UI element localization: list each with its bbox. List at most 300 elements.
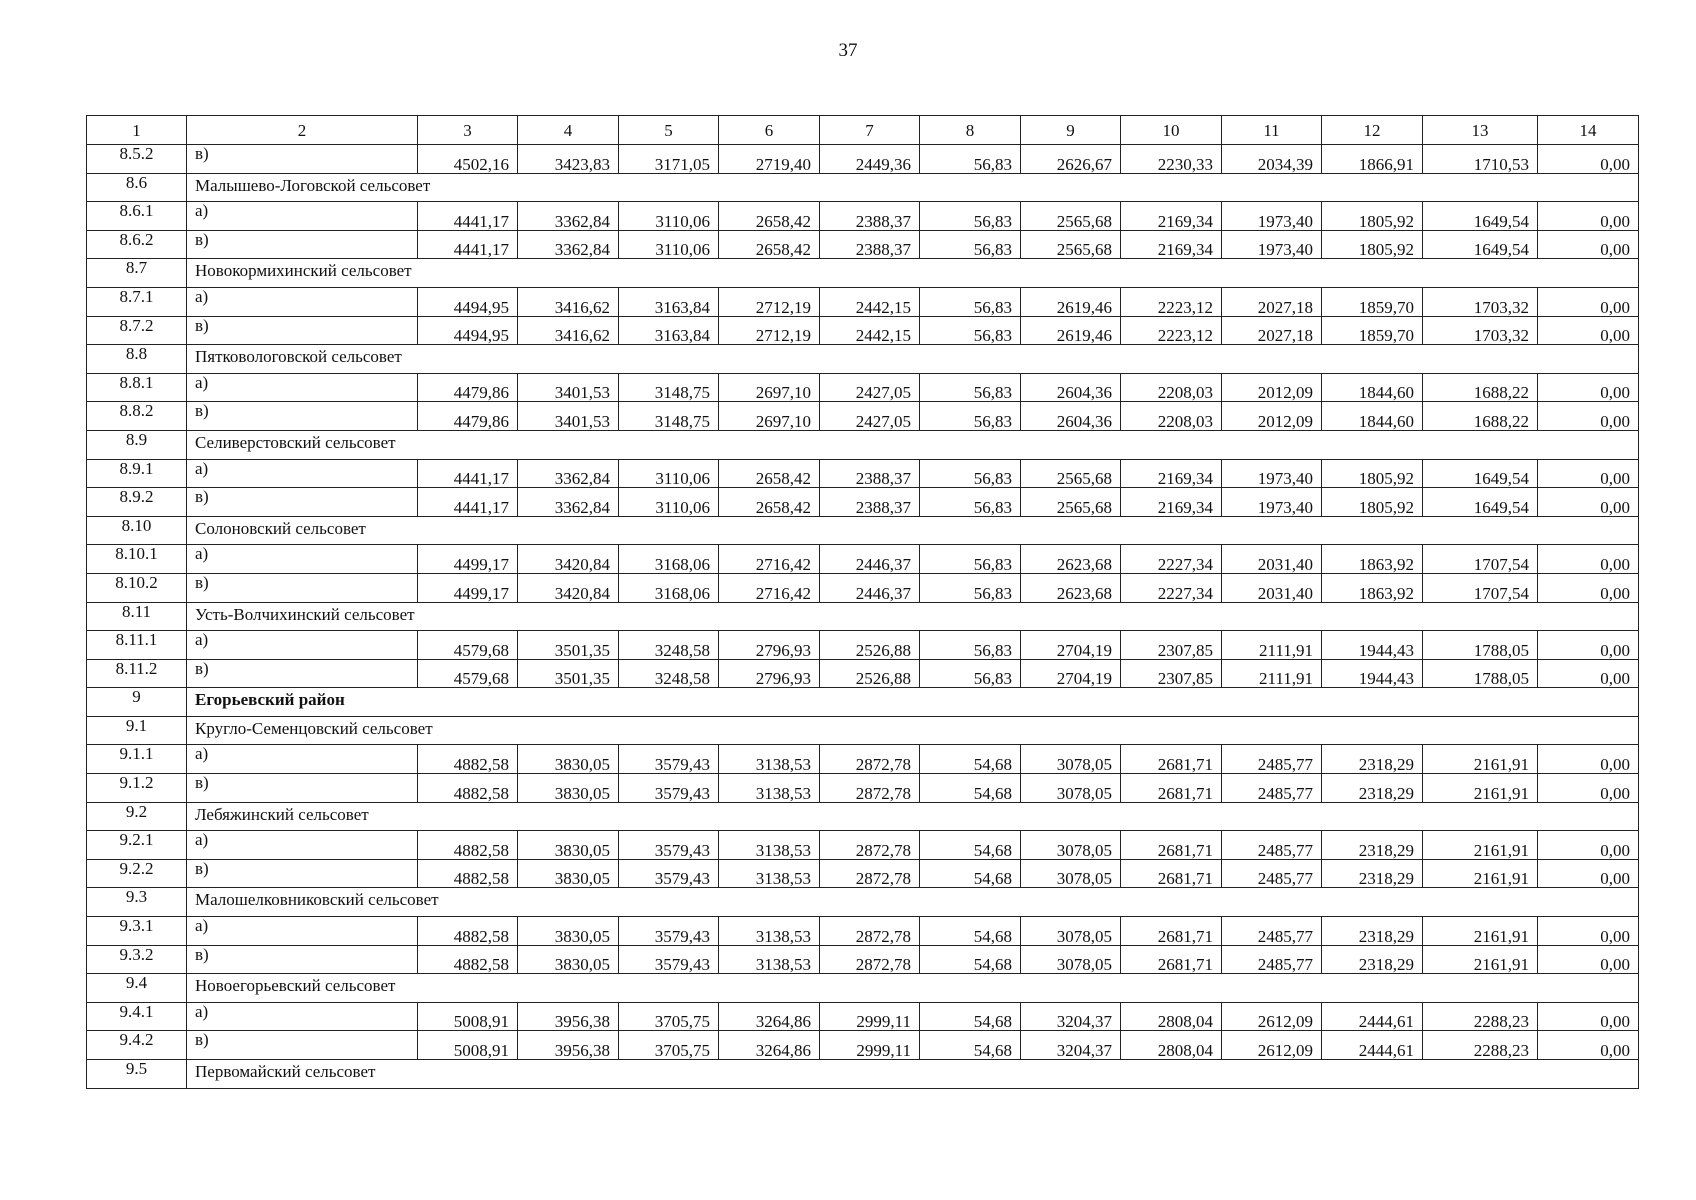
section-name: Кругло-Семенцовский сельсовет	[187, 716, 1639, 745]
value-cell: 2712,19	[719, 316, 820, 345]
value-cell: 3078,05	[1021, 917, 1121, 946]
row-code: 9.2.2	[87, 859, 187, 888]
row-code: 8.9.1	[87, 459, 187, 488]
row-label: в)	[187, 659, 418, 688]
row-code: 9.1	[87, 716, 187, 745]
value-cell: 3362,84	[518, 459, 619, 488]
value-cell: 2444,61	[1322, 1002, 1423, 1031]
value-cell: 2612,09	[1222, 1031, 1322, 1060]
value-cell: 3163,84	[619, 316, 719, 345]
section-row	[87, 716, 1639, 745]
row-code: 8.9	[87, 430, 187, 459]
row-code: 8.6	[87, 173, 187, 202]
value-cell: 56,83	[920, 145, 1021, 174]
value-cell: 54,68	[920, 831, 1021, 860]
value-cell: 1805,92	[1322, 459, 1423, 488]
column-header: 3	[418, 116, 518, 145]
row-code: 9.4.2	[87, 1031, 187, 1060]
section-row	[87, 516, 1639, 545]
value-cell: 2288,23	[1423, 1031, 1538, 1060]
value-cell: 0,00	[1538, 316, 1639, 345]
value-cell: 2658,42	[719, 488, 820, 517]
value-cell: 1805,92	[1322, 230, 1423, 259]
row-code: 8.7	[87, 259, 187, 288]
value-cell: 3248,58	[619, 659, 719, 688]
value-cell: 2658,42	[719, 459, 820, 488]
row-label: в)	[187, 573, 418, 602]
value-cell: 3110,06	[619, 459, 719, 488]
row-code: 9	[87, 688, 187, 717]
value-cell: 2999,11	[820, 1002, 920, 1031]
row-code: 8.6.2	[87, 230, 187, 259]
page-number: 37	[838, 40, 858, 61]
value-cell: 2031,40	[1222, 545, 1322, 574]
value-cell: 3078,05	[1021, 859, 1121, 888]
value-cell: 2485,77	[1222, 774, 1322, 803]
value-cell: 1707,54	[1423, 545, 1538, 574]
row-label: в)	[187, 1031, 418, 1060]
value-cell: 0,00	[1538, 859, 1639, 888]
value-cell: 3110,06	[619, 488, 719, 517]
row-code: 9.3	[87, 888, 187, 917]
value-cell: 1788,05	[1423, 659, 1538, 688]
value-cell: 2318,29	[1322, 945, 1423, 974]
section-row	[87, 602, 1639, 631]
section-name: Первомайский сельсовет	[187, 1060, 1639, 1089]
value-cell: 2318,29	[1322, 745, 1423, 774]
value-cell: 2012,09	[1222, 402, 1322, 431]
value-cell: 2872,78	[820, 859, 920, 888]
value-cell: 2604,36	[1021, 373, 1121, 402]
row-label: а)	[187, 202, 418, 231]
value-cell: 2999,11	[820, 1031, 920, 1060]
value-cell: 2318,29	[1322, 917, 1423, 946]
value-cell: 2565,68	[1021, 488, 1121, 517]
column-header: 6	[719, 116, 820, 145]
value-cell: 2169,34	[1121, 488, 1222, 517]
value-cell: 4494,95	[418, 287, 518, 316]
value-cell: 4441,17	[418, 459, 518, 488]
value-cell: 2442,15	[820, 316, 920, 345]
table-body	[87, 116, 1639, 1089]
section-name: Новокормихинский сельсовет	[187, 259, 1639, 288]
table-row	[87, 287, 1639, 316]
value-cell: 3579,43	[619, 945, 719, 974]
value-cell: 1688,22	[1423, 402, 1538, 431]
value-cell: 3204,37	[1021, 1031, 1121, 1060]
value-cell: 1973,40	[1222, 488, 1322, 517]
table-row	[87, 774, 1639, 803]
column-header: 9	[1021, 116, 1121, 145]
value-cell: 3078,05	[1021, 945, 1121, 974]
value-cell: 2444,61	[1322, 1031, 1423, 1060]
table-row	[87, 573, 1639, 602]
table-row	[87, 373, 1639, 402]
value-cell: 3501,35	[518, 631, 619, 660]
value-cell: 1649,54	[1423, 202, 1538, 231]
table-row	[87, 659, 1639, 688]
table-row	[87, 316, 1639, 345]
value-cell: 3501,35	[518, 659, 619, 688]
value-cell: 0,00	[1538, 202, 1639, 231]
value-cell: 2872,78	[820, 945, 920, 974]
value-cell: 2427,05	[820, 402, 920, 431]
row-code: 9.4	[87, 974, 187, 1003]
row-label: в)	[187, 316, 418, 345]
value-cell: 2796,93	[719, 659, 820, 688]
value-cell: 2485,77	[1222, 859, 1322, 888]
value-cell: 1703,32	[1423, 316, 1538, 345]
tariff-table	[86, 115, 1639, 1089]
value-cell: 4441,17	[418, 488, 518, 517]
value-cell: 1866,91	[1322, 145, 1423, 174]
row-code: 8.10.2	[87, 573, 187, 602]
row-label: в)	[187, 145, 418, 174]
value-cell: 2307,85	[1121, 659, 1222, 688]
value-cell: 1710,53	[1423, 145, 1538, 174]
table-header-row	[87, 116, 1639, 145]
value-cell: 3138,53	[719, 831, 820, 860]
value-cell: 2565,68	[1021, 230, 1121, 259]
value-cell: 5008,91	[418, 1031, 518, 1060]
value-cell: 0,00	[1538, 402, 1639, 431]
section-row	[87, 259, 1639, 288]
value-cell: 4441,17	[418, 202, 518, 231]
value-cell: 56,83	[920, 316, 1021, 345]
value-cell: 2485,77	[1222, 745, 1322, 774]
table-row	[87, 545, 1639, 574]
value-cell: 4441,17	[418, 230, 518, 259]
column-header: 11	[1222, 116, 1322, 145]
row-code: 9.3.2	[87, 945, 187, 974]
column-header: 10	[1121, 116, 1222, 145]
row-code: 8.8.1	[87, 373, 187, 402]
value-cell: 0,00	[1538, 545, 1639, 574]
value-cell: 2681,71	[1121, 859, 1222, 888]
value-cell: 2485,77	[1222, 945, 1322, 974]
value-cell: 1649,54	[1423, 488, 1538, 517]
value-cell: 1973,40	[1222, 230, 1322, 259]
value-cell: 1805,92	[1322, 488, 1423, 517]
value-cell: 4579,68	[418, 631, 518, 660]
value-cell: 4479,86	[418, 402, 518, 431]
value-cell: 0,00	[1538, 488, 1639, 517]
value-cell: 2227,34	[1121, 573, 1222, 602]
value-cell: 0,00	[1538, 145, 1639, 174]
value-cell: 1844,60	[1322, 373, 1423, 402]
value-cell: 1788,05	[1423, 631, 1538, 660]
value-cell: 2565,68	[1021, 202, 1121, 231]
value-cell: 2658,42	[719, 202, 820, 231]
value-cell: 4882,58	[418, 859, 518, 888]
value-cell: 3830,05	[518, 917, 619, 946]
value-cell: 0,00	[1538, 831, 1639, 860]
value-cell: 0,00	[1538, 774, 1639, 803]
value-cell: 2318,29	[1322, 831, 1423, 860]
value-cell: 2449,36	[820, 145, 920, 174]
value-cell: 54,68	[920, 1002, 1021, 1031]
row-label: а)	[187, 631, 418, 660]
value-cell: 2681,71	[1121, 917, 1222, 946]
value-cell: 3138,53	[719, 859, 820, 888]
section-row	[87, 888, 1639, 917]
value-cell: 56,83	[920, 459, 1021, 488]
value-cell: 3362,84	[518, 202, 619, 231]
row-code: 8.11	[87, 602, 187, 631]
value-cell: 2230,33	[1121, 145, 1222, 174]
value-cell: 3830,05	[518, 745, 619, 774]
value-cell: 1707,54	[1423, 573, 1538, 602]
value-cell: 0,00	[1538, 373, 1639, 402]
value-cell: 2388,37	[820, 202, 920, 231]
row-label: а)	[187, 1002, 418, 1031]
value-cell: 2388,37	[820, 488, 920, 517]
value-cell: 4499,17	[418, 545, 518, 574]
value-cell: 56,83	[920, 659, 1021, 688]
value-cell: 2623,68	[1021, 573, 1121, 602]
value-cell: 2565,68	[1021, 459, 1121, 488]
value-cell: 2526,88	[820, 659, 920, 688]
value-cell: 2161,91	[1423, 831, 1538, 860]
value-cell: 2719,40	[719, 145, 820, 174]
value-cell: 1859,70	[1322, 316, 1423, 345]
section-name: Новоегорьевский сельсовет	[187, 974, 1639, 1003]
value-cell: 2619,46	[1021, 316, 1121, 345]
value-cell: 2681,71	[1121, 774, 1222, 803]
value-cell: 3830,05	[518, 945, 619, 974]
table-row	[87, 145, 1639, 174]
section-row	[87, 173, 1639, 202]
row-code: 8.7.2	[87, 316, 187, 345]
column-header: 8	[920, 116, 1021, 145]
row-code: 8.9.2	[87, 488, 187, 517]
section-row	[87, 430, 1639, 459]
section-name: Усть-Волчихинский сельсовет	[187, 602, 1639, 631]
value-cell: 2161,91	[1423, 917, 1538, 946]
value-cell: 2872,78	[820, 831, 920, 860]
value-cell: 2526,88	[820, 631, 920, 660]
value-cell: 2223,12	[1121, 316, 1222, 345]
value-cell: 2111,91	[1222, 659, 1322, 688]
value-cell: 3705,75	[619, 1031, 719, 1060]
value-cell: 4882,58	[418, 774, 518, 803]
row-code: 9.1.1	[87, 745, 187, 774]
value-cell: 56,83	[920, 488, 1021, 517]
value-cell: 3956,38	[518, 1031, 619, 1060]
value-cell: 0,00	[1538, 459, 1639, 488]
value-cell: 2704,19	[1021, 631, 1121, 660]
value-cell: 3248,58	[619, 631, 719, 660]
value-cell: 2307,85	[1121, 631, 1222, 660]
column-header: 2	[187, 116, 418, 145]
value-cell: 1805,92	[1322, 202, 1423, 231]
value-cell: 2318,29	[1322, 774, 1423, 803]
section-name: Малошелковниковский сельсовет	[187, 888, 1639, 917]
row-code: 8.11.1	[87, 631, 187, 660]
value-cell: 4479,86	[418, 373, 518, 402]
value-cell: 2712,19	[719, 287, 820, 316]
value-cell: 3148,75	[619, 373, 719, 402]
value-cell: 1844,60	[1322, 402, 1423, 431]
value-cell: 2027,18	[1222, 316, 1322, 345]
value-cell: 3401,53	[518, 402, 619, 431]
value-cell: 2623,68	[1021, 545, 1121, 574]
value-cell: 1973,40	[1222, 459, 1322, 488]
value-cell: 3420,84	[518, 573, 619, 602]
value-cell: 3163,84	[619, 287, 719, 316]
value-cell: 2012,09	[1222, 373, 1322, 402]
column-header: 12	[1322, 116, 1423, 145]
row-label: а)	[187, 373, 418, 402]
value-cell: 3264,86	[719, 1002, 820, 1031]
value-cell: 2208,03	[1121, 402, 1222, 431]
value-cell: 3956,38	[518, 1002, 619, 1031]
table-row	[87, 459, 1639, 488]
value-cell: 3830,05	[518, 831, 619, 860]
row-label: в)	[187, 859, 418, 888]
value-cell: 0,00	[1538, 573, 1639, 602]
value-cell: 2031,40	[1222, 573, 1322, 602]
value-cell: 2872,78	[820, 774, 920, 803]
value-cell: 3171,05	[619, 145, 719, 174]
value-cell: 3362,84	[518, 230, 619, 259]
row-label: в)	[187, 945, 418, 974]
value-cell: 3579,43	[619, 917, 719, 946]
value-cell: 56,83	[920, 573, 1021, 602]
row-code: 9.4.1	[87, 1002, 187, 1031]
value-cell: 1688,22	[1423, 373, 1538, 402]
table-row	[87, 230, 1639, 259]
value-cell: 54,68	[920, 774, 1021, 803]
row-code: 8.7.1	[87, 287, 187, 316]
value-cell: 3168,06	[619, 573, 719, 602]
value-cell: 56,83	[920, 202, 1021, 231]
column-header: 1	[87, 116, 187, 145]
value-cell: 1649,54	[1423, 230, 1538, 259]
value-cell: 2612,09	[1222, 1002, 1322, 1031]
value-cell: 2872,78	[820, 917, 920, 946]
value-cell: 2111,91	[1222, 631, 1322, 660]
value-cell: 2697,10	[719, 402, 820, 431]
value-cell: 2227,34	[1121, 545, 1222, 574]
section-name: Егорьевский район	[187, 688, 1639, 717]
value-cell: 56,83	[920, 373, 1021, 402]
value-cell: 3579,43	[619, 745, 719, 774]
table-row	[87, 488, 1639, 517]
value-cell: 2161,91	[1423, 745, 1538, 774]
value-cell: 54,68	[920, 745, 1021, 774]
value-cell: 2027,18	[1222, 287, 1322, 316]
value-cell: 0,00	[1538, 945, 1639, 974]
value-cell: 1863,92	[1322, 545, 1423, 574]
value-cell: 3204,37	[1021, 1002, 1121, 1031]
value-cell: 2808,04	[1121, 1002, 1222, 1031]
value-cell: 54,68	[920, 1031, 1021, 1060]
value-cell: 3138,53	[719, 774, 820, 803]
section-name: Солоновский сельсовет	[187, 516, 1639, 545]
row-code: 9.5	[87, 1060, 187, 1089]
value-cell: 2169,34	[1121, 459, 1222, 488]
value-cell: 56,83	[920, 230, 1021, 259]
row-label: а)	[187, 831, 418, 860]
value-cell: 1649,54	[1423, 459, 1538, 488]
table-row	[87, 831, 1639, 860]
value-cell: 3078,05	[1021, 774, 1121, 803]
table-row	[87, 945, 1639, 974]
value-cell: 3420,84	[518, 545, 619, 574]
row-code: 9.2	[87, 802, 187, 831]
value-cell: 3110,06	[619, 230, 719, 259]
row-code: 8.8.2	[87, 402, 187, 431]
section-name: Селиверстовский сельсовет	[187, 430, 1639, 459]
row-label: а)	[187, 745, 418, 774]
row-label: в)	[187, 488, 418, 517]
column-header: 4	[518, 116, 619, 145]
value-cell: 3110,06	[619, 202, 719, 231]
value-cell: 54,68	[920, 945, 1021, 974]
value-cell: 2626,67	[1021, 145, 1121, 174]
value-cell: 56,83	[920, 402, 1021, 431]
table-row	[87, 631, 1639, 660]
value-cell: 2716,42	[719, 545, 820, 574]
value-cell: 3148,75	[619, 402, 719, 431]
value-cell: 1859,70	[1322, 287, 1423, 316]
row-code: 8.10.1	[87, 545, 187, 574]
value-cell: 2485,77	[1222, 917, 1322, 946]
value-cell: 0,00	[1538, 1031, 1639, 1060]
value-cell: 0,00	[1538, 659, 1639, 688]
value-cell: 2658,42	[719, 230, 820, 259]
row-label: в)	[187, 402, 418, 431]
value-cell: 2704,19	[1021, 659, 1121, 688]
value-cell: 2427,05	[820, 373, 920, 402]
row-label: а)	[187, 287, 418, 316]
value-cell: 2872,78	[820, 745, 920, 774]
row-label: в)	[187, 774, 418, 803]
row-code: 8.6.1	[87, 202, 187, 231]
value-cell: 3138,53	[719, 945, 820, 974]
value-cell: 0,00	[1538, 745, 1639, 774]
value-cell: 2169,34	[1121, 230, 1222, 259]
row-label: в)	[187, 230, 418, 259]
value-cell: 2161,91	[1423, 945, 1538, 974]
row-code: 8.8	[87, 345, 187, 374]
value-cell: 2388,37	[820, 230, 920, 259]
value-cell: 4882,58	[418, 831, 518, 860]
value-cell: 2446,37	[820, 545, 920, 574]
section-name: Пятковологовской сельсовет	[187, 345, 1639, 374]
value-cell: 4494,95	[418, 316, 518, 345]
value-cell: 2223,12	[1121, 287, 1222, 316]
value-cell: 3264,86	[719, 1031, 820, 1060]
row-code: 9.1.2	[87, 774, 187, 803]
section-name: Малышево-Логовской сельсовет	[187, 173, 1639, 202]
column-header: 13	[1423, 116, 1538, 145]
value-cell: 0,00	[1538, 1002, 1639, 1031]
section-row	[87, 802, 1639, 831]
value-cell: 2697,10	[719, 373, 820, 402]
table-row	[87, 402, 1639, 431]
table-row	[87, 1002, 1639, 1031]
column-header: 5	[619, 116, 719, 145]
value-cell: 3138,53	[719, 745, 820, 774]
value-cell: 2619,46	[1021, 287, 1121, 316]
table-row	[87, 859, 1639, 888]
value-cell: 2446,37	[820, 573, 920, 602]
section-name: Лебяжинский сельсовет	[187, 802, 1639, 831]
value-cell: 4882,58	[418, 745, 518, 774]
value-cell: 3401,53	[518, 373, 619, 402]
